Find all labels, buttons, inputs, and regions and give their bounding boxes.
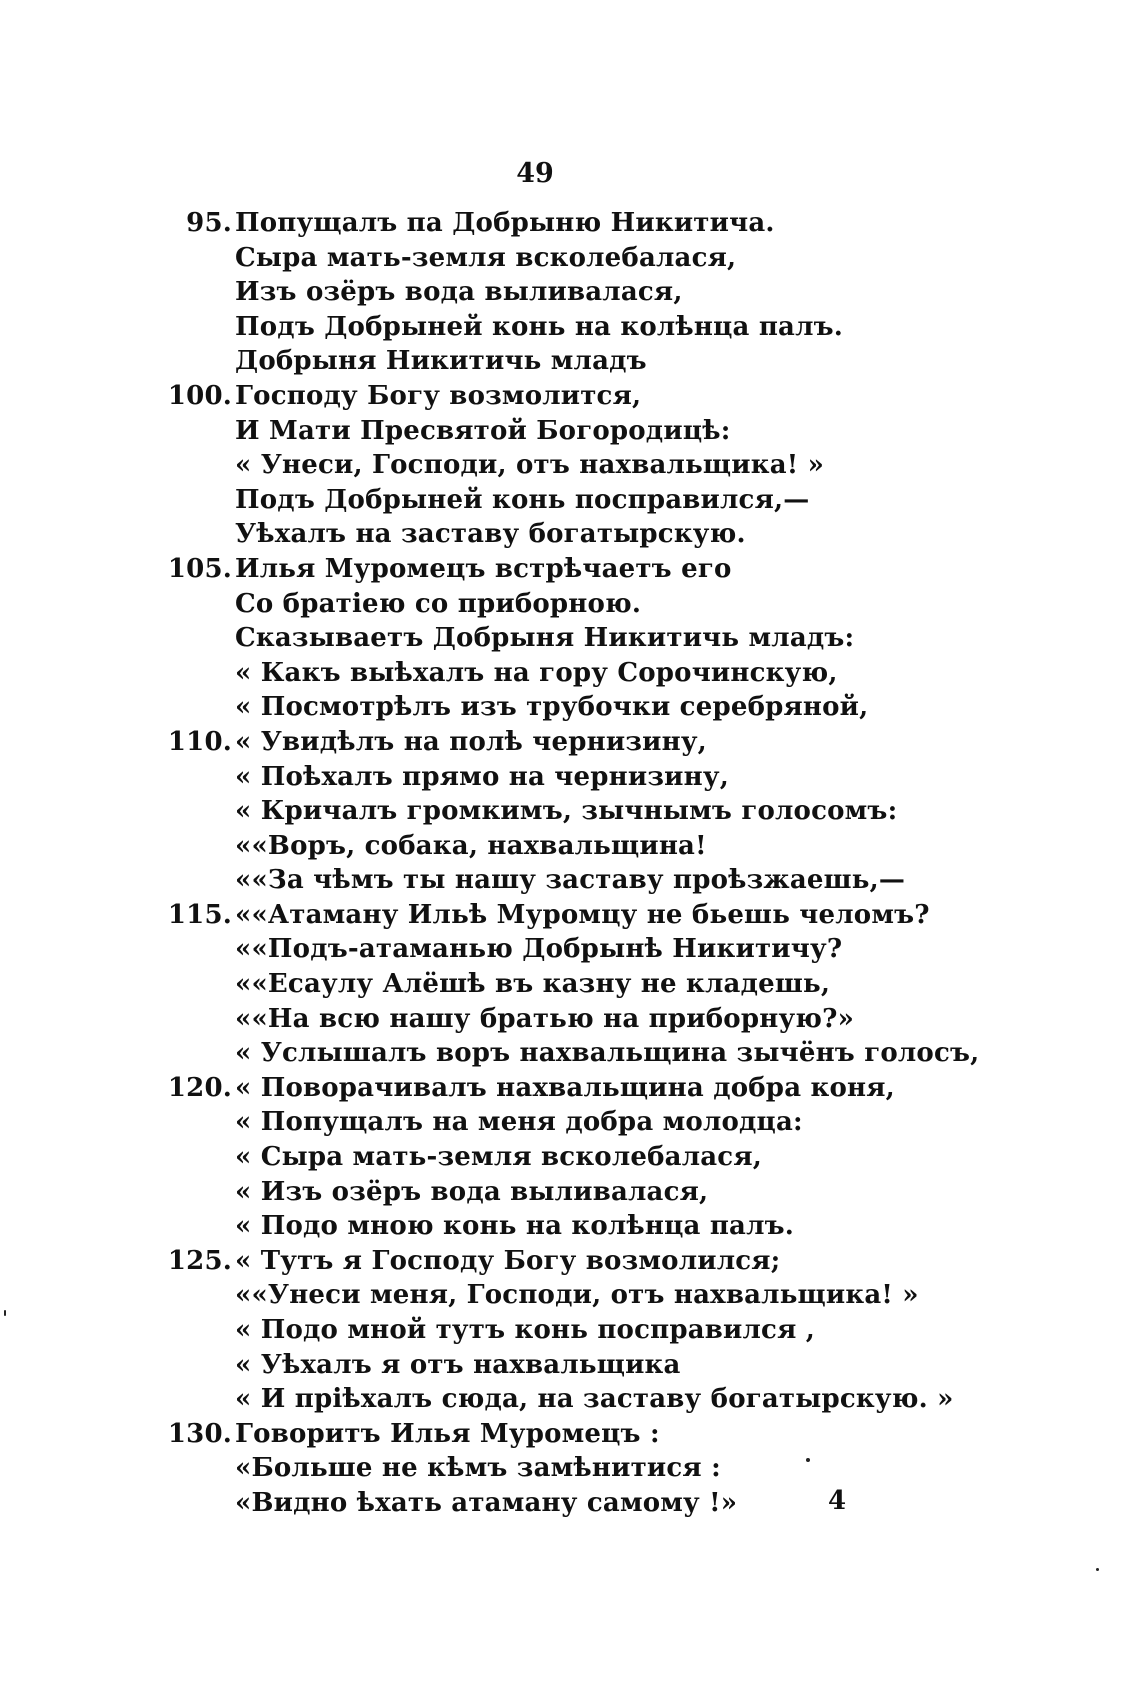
verse-line xyxy=(0,310,1140,345)
verse-line xyxy=(0,1486,1140,1521)
verse-line xyxy=(0,483,1140,518)
verse-line xyxy=(0,898,1140,933)
verse-line xyxy=(0,1382,1140,1417)
verse-text: « Поворачивалъ нахвальщина добра коня, xyxy=(235,1072,895,1103)
verse-line xyxy=(0,241,1140,276)
verse-line xyxy=(0,690,1140,725)
verse-number: 125. xyxy=(167,1245,232,1276)
verse-number: 100. xyxy=(167,380,232,411)
verse-text: ««Унеси меня, Господи, отъ нахвальщика! » xyxy=(235,1280,919,1311)
verse-line xyxy=(0,1140,1140,1175)
verse-text: « Увидѣлъ на полѣ чернизину, xyxy=(235,726,707,757)
verse-block xyxy=(0,206,1140,1521)
verse-text: И Мати Пресвятой Богородицѣ: xyxy=(235,415,731,446)
verse-number: 105. xyxy=(167,553,232,584)
verse-text: Со братiею со приборною. xyxy=(235,588,642,619)
verse-line xyxy=(0,794,1140,829)
verse-line xyxy=(0,1451,1140,1486)
verse-text: « И прiѣхалъ сюда, на заставу богатырскую. » xyxy=(235,1384,954,1415)
verse-line xyxy=(0,1175,1140,1210)
verse-number: 130. xyxy=(167,1418,232,1449)
verse-line xyxy=(0,552,1140,587)
verse-text: ««За чѣмъ ты нашу заставу проѣзжаешь,— xyxy=(235,865,906,896)
verse-text: «Видно ѣхать атаману самому !» xyxy=(235,1487,738,1518)
verse-text: « Какъ выѣхалъ на гору Сорочинскую, xyxy=(235,657,838,688)
verse-line xyxy=(0,760,1140,795)
verse-line xyxy=(0,932,1140,967)
verse-number: 110. xyxy=(167,726,232,757)
signature-mark: 4 xyxy=(828,1486,847,1516)
verse-number: 95. xyxy=(186,208,232,238)
verse-text: Сказываетъ Добрыня Никитичь младъ: xyxy=(235,623,855,654)
verse-line xyxy=(0,275,1140,310)
verse-line xyxy=(0,1036,1140,1071)
print-speck xyxy=(4,1310,6,1316)
verse-line xyxy=(0,1244,1140,1279)
verse-text: « Кричалъ громкимъ, зычнымъ голосомъ: xyxy=(235,796,898,827)
verse-text: « Уѣхалъ я отъ нахвальщика xyxy=(235,1349,681,1380)
verse-text: ««Воръ, собака, нахвальщина! xyxy=(235,830,707,861)
verse-text: « Поѣхалъ прямо на чернизину, xyxy=(235,761,729,792)
verse-text: « Попущалъ на меня добра молодца: xyxy=(235,1107,803,1138)
verse-line xyxy=(0,1071,1140,1106)
print-speck xyxy=(1096,1568,1099,1571)
verse-text: « Унеси, Господи, отъ нахвальщика! » xyxy=(235,450,825,481)
verse-text: Говоритъ Илья Муромецъ : xyxy=(235,1418,660,1449)
verse-line xyxy=(0,656,1140,691)
verse-text: Уѣхалъ на заставу богатырскую. xyxy=(235,519,746,550)
verse-text: Добрыня Никитичь младъ xyxy=(235,346,647,377)
verse-text: ««Подъ-атаманью Добрынѣ Никитичу? xyxy=(235,934,843,965)
verse-line xyxy=(0,1105,1140,1140)
verse-text: Сыра мать-земля всколебалася, xyxy=(235,242,737,273)
verse-line xyxy=(0,344,1140,379)
verse-text: « Подо мною конь на колѣнца палъ. xyxy=(235,1211,795,1242)
verse-text: Попущалъ па Добрыню Никитича. xyxy=(235,208,775,238)
verse-line xyxy=(0,206,1140,241)
verse-text: Подъ Добрыней конь посправился,— xyxy=(235,484,810,515)
verse-number: 115. xyxy=(167,899,232,930)
verse-text: Илья Муромецъ встрѣчаетъ его xyxy=(235,553,732,584)
verse-text: ««Атаману Ильѣ Муромцу не бьешь челомъ? xyxy=(235,899,930,930)
verse-line xyxy=(0,829,1140,864)
print-speck xyxy=(806,1458,810,1462)
verse-line xyxy=(0,725,1140,760)
page-number: 49 xyxy=(516,158,554,189)
verse-line xyxy=(0,1417,1140,1452)
verse-line xyxy=(0,1278,1140,1313)
verse-line xyxy=(0,1313,1140,1348)
verse-text: « Сыра мать-земля всколебалася, xyxy=(235,1142,762,1173)
verse-line xyxy=(0,587,1140,622)
verse-text: «Больше не кѣмъ замѣнитися : xyxy=(235,1453,721,1484)
verse-line xyxy=(0,379,1140,414)
verse-text: ««На всю нашу братью на приборную?» xyxy=(235,1003,855,1034)
verse-line xyxy=(0,1209,1140,1244)
verse-text: Изъ озёръ вода выливалася, xyxy=(235,277,683,308)
verse-number: 120. xyxy=(167,1072,232,1103)
verse-text: « Подо мной тутъ конь посправился , xyxy=(235,1315,816,1345)
verse-line xyxy=(0,1348,1140,1383)
verse-line xyxy=(0,1002,1140,1037)
verse-text: Господу Богу возмолится, xyxy=(235,380,642,411)
verse-text: ««Есаулу Алёшѣ въ казну не кладешь, xyxy=(235,969,831,1000)
verse-text: « Посмотрѣлъ изъ трубочки серебряной, xyxy=(235,692,869,723)
verse-line xyxy=(0,621,1140,656)
verse-line xyxy=(0,967,1140,1002)
verse-line xyxy=(0,414,1140,449)
verse-text: « Изъ озёръ вода выливалася, xyxy=(235,1176,709,1207)
verse-line xyxy=(0,448,1140,483)
verse-text: « Услышалъ воръ нахвальщина зычёнъ голосъ, xyxy=(235,1038,980,1069)
verse-line xyxy=(0,863,1140,898)
verse-text: Подъ Добрыней конь на колѣнца палъ. xyxy=(235,311,844,342)
verse-line xyxy=(0,517,1140,552)
verse-text: « Тутъ я Господу Богу возмолился; xyxy=(235,1245,781,1276)
